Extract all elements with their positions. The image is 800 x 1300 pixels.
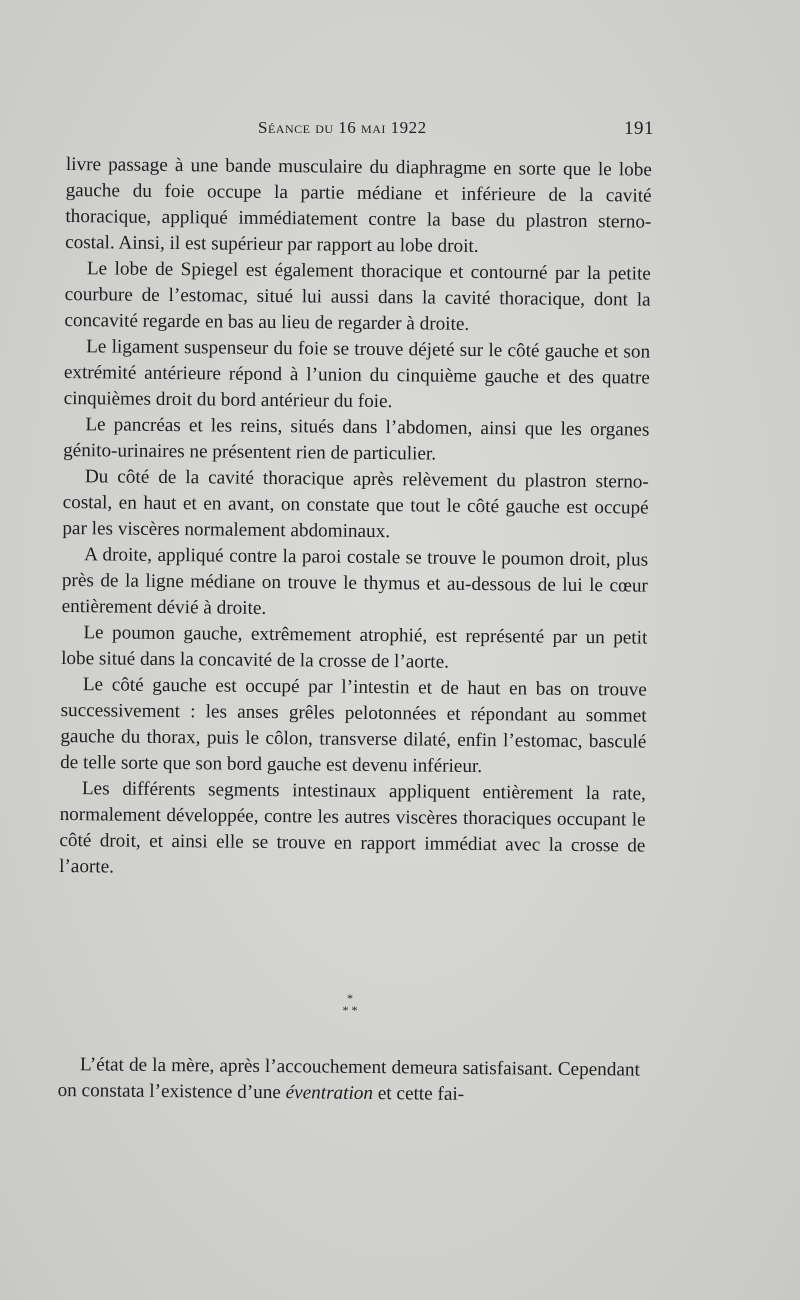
final-text	[58, 1052, 640, 1110]
body-text	[59, 152, 652, 886]
section-separator	[325, 992, 375, 1032]
paragraph-right-lung: A droite, appliqué contre la paroi costale se trouve le poumon droit, plus près de la ligne médiane on trouve le thymus et au-dessous de lui le cœur entièrement dévié à droite.	[61, 544, 649, 619]
separator-asterisks-bottom: * *	[342, 1003, 358, 1017]
paragraph-mother-state	[58, 1052, 640, 1110]
paragraph-intestinal-segments: Les différents segments intestinaux appliquent entièrement la rate, normalement développée, contre les autres viscères thoraciques occupant le côté droit, et ainsi elle se trouve en rapport immédiat avec la crosse de l’aorte.	[59, 778, 646, 878]
final-text-start: L’état de la mère, après l’accouchement demeura satisfaisant. Cependant on constata l’existence d’une	[57, 1054, 640, 1104]
paragraph-continuation: livre passage à une bande musculaire du diaphragme en sorte que le lobe gauche du foie occupe la partie médiane et inférieure de la cavité thoracique, appliqué immédiatement contre la base du plastron sterno-costal. Ainsi, il est supérieur par rapport au lobe droit.	[65, 153, 652, 257]
final-text-italic: éventration	[285, 1082, 374, 1105]
running-title: Séance du 16 mai 1922	[258, 118, 427, 137]
paragraph-pancreas-kidneys: Le pancréas et les reins, situés dans l’abdomen, ainsi que les organes génito-urinaires ne présentent rien de particulier.	[63, 414, 650, 465]
page-number: 191	[624, 118, 654, 139]
page-header	[250, 118, 660, 142]
paragraph-suspensory-ligament: Le ligament suspenseur du foie se trouve déjeté sur le côté gauche et son extrémité antérieure répond à l’union du cinquième gauche et des quatre cinquièmes droit du bord antérieur du foie.	[63, 336, 651, 413]
paragraph-left-lung: Le poumon gauche, extrêmement atrophié, est représenté par un petit lobe situé dans la concavité de la crosse de l’aorte.	[61, 622, 648, 673]
paragraph-left-side-intestine: Le côté gauche est occupé par l’intestin et de haut en bas on trouve successivement : les anses grêles pelotonnées et répondant au sommet gauche du thorax, puis le côlon, transverse dilaté, enfin l’estomac, basculé de telle sorte que son bord gauche est devenu inférieur.	[60, 674, 647, 778]
separator-asterisk-top: *	[347, 991, 353, 1005]
paragraph-spiegel-lobe: Le lobe de Spiegel est également thoracique et contourné par la petite courbure de l’estomac, situé lui aussi dans la cavité thoracique, dont la concavité regarde en bas au lieu de regarder à droite.	[64, 258, 651, 335]
final-text-end: et cette fai-	[372, 1083, 465, 1105]
paragraph-thoracic-cavity: Du côté de la cavité thoracique après relèvement du plastron sterno-costal, en haut et en avant, on constate que tout le côté gauche est occupé par les viscères normalement abdominaux.	[62, 466, 649, 543]
